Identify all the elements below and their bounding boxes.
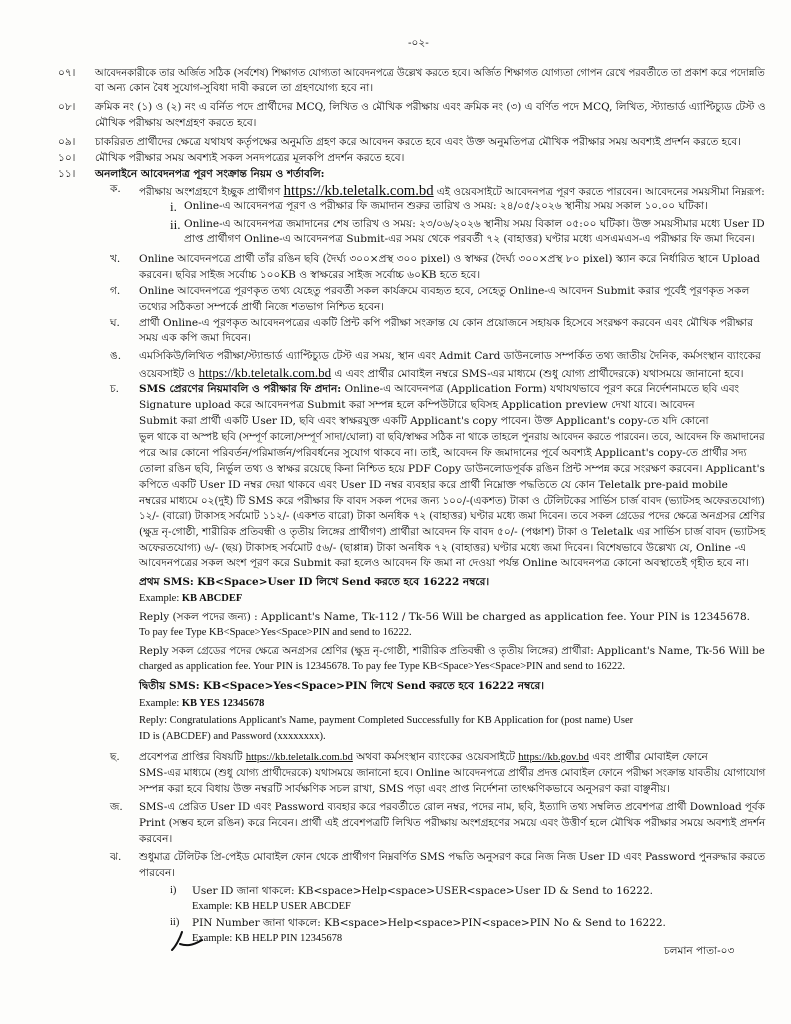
sub-label: গ. [110, 285, 121, 297]
kb-gov-link[interactable]: https://kb.gov.bd [518, 752, 589, 763]
item-text: ক্রমিক নং (১) ও (২) নং এ বর্নিত পদে প্রার্থীদের MCQ, লিখিত ও মৌখিক পরীক্ষায় এবং ক্রমিক নং (৩) এ বর্ণিত পদে MCQ, লিখিত, স্ট্যান্ডার্ড এ্যাপ্টিচ্যুড টেস্ট ও [95, 101, 766, 113]
sms-reply: Reply (সকল পদের জন্য) : Applicant's Name, Tk-112 / Tk-56 Will be charged as application fee. Your PIN is 12345678. [139, 611, 750, 623]
sub-label: জ. [110, 801, 123, 813]
sub-text: প্রাপ্ত প্রার্থীগণ Online-এ আবেদনপত্র Submit-এর সময় থেকে পরবর্তী ৭২ (বাহাত্তর) ঘণ্টার মধ্যে এসএমএস-এ পরীক্ষার ফি জমা দিবেন। [184, 233, 755, 245]
sub-text: প্রবেশপত্র প্রাপ্তির বিষয়টি https://kb.teletalk.com.bd অথবা কর্মসংস্থান ব্যাংকের ওয়েবসাইটে https://kb.gov.bd এবং প্রার্থীর মোবাইল ফোনে [139, 751, 708, 763]
sub-text: ভুল থাকে বা অস্পষ্ট ছবি (সম্পূর্ণ কালো/সম্পূর্ণ সাদা/ঘোলা) বা ছবি/স্বাক্ষর সঠিক না থাকে তাহলে পুনরায় আবেদন করতে পারবেন। তবে, আবেদন ফি জমাদানের [139, 431, 765, 443]
sub-text: করবেন। [139, 833, 173, 845]
teletalk-link[interactable]: https://kb.teletalk.com.bd [198, 365, 332, 380]
recovery-label: i) [170, 885, 177, 896]
roman-label: ii. [170, 217, 181, 232]
sub-text: Online আবেদনপত্রে পূরণকৃত তথ্য যেহেতু পরবর্তী সকল কার্যক্রমে ব্যবহৃত হবে, সেহেতু Online-এ আবেদন Submit করার পূর্বেই পূরণকৃত সকল [139, 285, 750, 297]
sub-text: প্রার্থী Online-এ পূরণকৃত আবেদনপত্রের একটি প্রিন্ট কপি পরীক্ষা সংক্রান্ত যে কোন প্রয়োজনে সহায়ক হিসেবে সংরক্ষণ করবেন এবং মৌখিক পরীক্ষার [139, 317, 754, 329]
recovery-example: Example: KB HELP PIN 12345678 [192, 933, 343, 944]
sub-text: SMS-এর মাধ্যমে (শুধু যোগ্য প্রার্থীদেরকে) যথাসময়ে জানানো হবে। Online আবেদনপত্রে প্রার্থীর প্রদত্ত মোবাইল ফোনে পরীক্ষা সংক্রান্ত যাবতীয় যোগাযোগ [139, 767, 766, 779]
recovery-label: ii) [170, 917, 180, 928]
sub-label: চ. [110, 383, 120, 395]
recovery-text: User ID জানা থাকলে: KB<space>Help<space>USER<space>User ID & Send to 16222. [192, 885, 653, 897]
sub-text: সম্পন্ন করা হবে বিধায় উক্ত নম্বরটি সার্বক্ষণিক সচল রাখা, SMS পড়া এবং প্রাপ্ত নির্দেশনা তাৎক্ষণিকভাবে অনুসরণ করা বাঞ্ছনীয়। [139, 783, 670, 795]
item-number: ০৮। [58, 101, 76, 113]
sms-reply: ID is (ABCDEF) and Password (xxxxxxxx). [139, 731, 326, 742]
item-number: ১০। [58, 152, 76, 164]
sub-label: খ. [110, 253, 121, 265]
recovery-text: PIN Number জানা থাকলে: KB<space>Help<space>PIN<space>PIN No & Send to 16222. [192, 917, 666, 929]
sms-example: Example: KB YES 12345678 [139, 698, 265, 709]
sub-text: পরীক্ষায় অংশগ্রহণে ইচ্ছুক প্রার্থীগণ https://kb.teletalk.com.bd এই ওয়েবসাইটে আবেদনপত্র পূরণ করতে পারবেন। আবেদনের সময়সীমা নিম্নরূপ: [139, 183, 765, 199]
sub-text: পরে আর কোনো পরিবর্তন/পরিমার্জন/পরিবর্ধনের সুযোগ থাকবে না। তাই, আবেদন ফি জমাদানের পূর্বে অবশ্যই Applicant's copy-তে প্রার্থীর সদ্য [139, 447, 747, 459]
sms-reply: charged as application fee. Your PIN is 12345678. To pay fee Type KB<Space>Yes<Space>PIN and send to 16222. [139, 661, 625, 672]
item-text: মৌখিক পরীক্ষার সময় অবশ্যই সকল সনদপত্রের মূলকপি প্রদর্শন করতে হবে। [95, 152, 405, 164]
sub-label: ক. [110, 183, 121, 195]
sub-text: তথ্যের সঠিকতা সম্পর্কে প্রার্থী নিজে শতভাগ নিশ্চিত হবেন। [139, 301, 385, 313]
sub-text: Print (সম্ভব হলে রঙিন) করে নিবেন। প্রার্থী এই প্রবেশপত্রটি লিখিত পরীক্ষায় অংশগ্রহণের সময়ে এবং উত্তীর্ণ হলে মৌখিক পরীক্ষার সময়ে অবশ্যই প্রদর্শন [139, 817, 766, 829]
item-text: আবেদনকারীকে তার অর্জিত সঠিক (সর্বশেষ) শিক্ষাগত যোগ্যতা আবেদনপত্রে উল্লেখ করতে হবে। অর্জিত শিক্ষাগত যোগ্যতা গোপন রেখে পরবর্তীতে তা প্রকাশ করে পদোন্নতি [95, 67, 765, 79]
sub-text: Online-এ আবেদনপত্র জমাদানের শেষ তারিখ ও সময়: ২৩/০৬/২০২৬ স্থানীয় সময় বিকাল ০৫:০০ ঘটিকা। উক্ত সময়সীমার মধ্যে User ID [184, 218, 765, 230]
sub-label: ঙ. [110, 350, 122, 362]
sub-text: ওয়েবসাইট ও https://kb.teletalk.com.bd এ এবং প্রার্থীর মোবাইল নম্বরে SMS-এর মাধ্যমে (শুধু যোগ্য প্রার্থীদেরকে) যথাসময়ে জানানো হবে। [139, 365, 744, 380]
sub-text: শুধুমাত্র টেলিটক প্রি-পেইড মোবাইল ফোন থেকে প্রার্থীগণ নিম্নবর্ণিত SMS পদ্ধতি অনুসরণ করে নিজ নিজ User ID এবং Password পুনরুদ্ধার করতে [139, 851, 766, 863]
item-number: ১১। [58, 168, 76, 180]
sub-text: কপিতে একটি User ID নম্বর দেয়া থাকবে এবং User ID নম্বর ব্যবহার করে প্রার্থী নিম্নোক্ত পদ্ধতিতে যে কোন Teletalk pre-paid mobile [139, 479, 728, 491]
item-text: বা অন্য কোন বৈধ সুযোগ-সুবিধা দাবী করলে তা গ্রহণযোগ্য হবে না। [95, 82, 374, 94]
sms-example: Example: KB ABCDEF [139, 593, 243, 604]
sub-text: (ক্ষুদ্র নৃ-গোষ্ঠী, শারীরিক প্রতিবন্ধী ও তৃতীয় লিঙ্গের প্রার্থীগণ) প্রার্থীরা আবেদন ফি বাবদ ৫০/- (পঞ্চাশ) টাকা ও Teletalk এর সার্ভিস চার্জ বাবদ (ভ্যাটসহ [139, 526, 766, 538]
sms-reply: Reply: Congratulations Applicant's Name, payment Completed Successfully for KB Application for (post name) User [139, 715, 634, 726]
sms-reply: To pay fee Type KB<Space>Yes<Space>PIN and send to 16222. [139, 627, 412, 638]
sms-step: দ্বিতীয় SMS: KB<Space>Yes<Space>PIN লিখে Send করতে হবে 16222 নম্বরে। [139, 680, 545, 692]
sub-text: নম্বরের মাধ্যমে ০২(দুই) টি SMS করে পরীক্ষার ফি বাবদ সকল পদের জন্য ১০০/-(একশত) টাকা ও টেলিটকের সার্ভিস চার্জ বাবদ (ভ্যাটসহ অফেরতযোগ্য) [139, 495, 765, 507]
teletalk-link[interactable]: https://kb.teletalk.com.bd [245, 752, 353, 763]
sub-text: Signature upload করে আবেদনপত্র Submit করা সম্পন্ন হলে কম্পিউটারে ছবিসহ Application preview দেখা যাবে। আবেদন [139, 399, 695, 411]
continued-page-note: চলমান পাতা-০৩ [664, 945, 735, 957]
section-heading: অনলাইনে আবেদনপত্র পূরণ সংক্রান্ত নিয়ম ও শর্তাবলি: [95, 168, 325, 180]
sub-text: করবেন। ছবির সাইজ সর্বোচ্চ ১০০KB ও স্বাক্ষরের সাইজ সর্বোচ্চ ৬০KB হতে হবে। [139, 269, 481, 281]
sub-text: Online-এ আবেদনপত্র পূরণ ও পরীক্ষার ফি জমাদান শুরুর তারিখ ও সময়: ২৪/০৫/২০২৬ স্থানীয় সময় সকাল ১০.০০ ঘটিকা। [184, 200, 708, 212]
sub-text: তোলা রঙিন ছবি, নির্ভুল তথ্য ও স্বাক্ষর রয়েছে কিনা নিশ্চিত হয়ে PDF Copy ডাউনলোডপূর্বক রঙিন প্রিন্ট সম্পন্ন করে সংরক্ষণ করবেন। Applicant's [139, 463, 765, 475]
item-number: ০৯। [58, 136, 76, 148]
sms-reply: Reply সকল গ্রেডের পদের ক্ষেত্রে অনগ্রসর শ্রেণির (ক্ষুদ্র নৃ-গোষ্ঠী, শারীরিক প্রতিবন্ধী ও তৃতীয় লিঙ্গের) প্রার্থীরা: Applicant's Name, Tk-56 Will be [139, 645, 765, 657]
sub-text: পারবেন। [139, 867, 176, 879]
roman-label: i. [170, 199, 177, 214]
sub-text: SMS প্রেরণের নিয়মাবলি ও পরীক্ষার ফি প্রদান: Online-এ আবেদনপত্র (Application Form) যথাযথভাবে পূরণ করে নির্দেশনামতে ছবি এবং [139, 383, 740, 395]
page-marker: -০২- [408, 37, 429, 49]
sub-text: আবেদনপত্রের সকল অংশ পূরণ করে Submit করা হলেও আবেদন ফি জমা না দেওয়া পর্যন্ত Online আবেদনপত্র কোনো অবস্থাতেই গৃহীত হবে না। [139, 557, 749, 569]
sub-text: অফেরতযোগ্য) ৬/- (ছয়) টাকাসহ সর্বমোট ৫৬/- (ছাপ্পান্ন) টাকা অনধিক ৭২ (বাহাত্তর) ঘণ্টার মধ্যে জমা দিবেন। বিশেষভাবে উল্লেখ্য যে, Online -এ [139, 542, 746, 554]
sms-rules-heading: SMS প্রেরণের নিয়মাবলি ও পরীক্ষার ফি প্রদান: [139, 383, 342, 395]
sub-label: ঝ. [110, 851, 122, 863]
signature-mark [168, 928, 208, 954]
recovery-example: Example: KB HELP USER ABCDEF [192, 901, 351, 912]
item-text: চাকরিরত প্রার্থীদের ক্ষেত্রে যথাযথ কর্তৃপক্ষের অনুমতি গ্রহণ করে আবেদন করতে হবে এবং উক্ত অনুমতিপত্র মৌখিক পরীক্ষার সময় অবশ্যই প্রদর্শন করতে হবে। [95, 136, 741, 148]
sms-step: প্রথম SMS: KB<Space>User ID লিখে Send করতে হবে 16222 নম্বরে। [139, 576, 490, 588]
item-number: ০৭। [58, 67, 76, 79]
sub-text: Submit করা প্রার্থী একটি User ID, ছবি এবং স্বাক্ষরযুক্ত একটি Applicant's copy পাবেন। উক্ত Applicant's copy-তে যদি কোনো [139, 415, 709, 427]
sub-text: সময় এক কপি জমা দিবেন। [139, 332, 251, 344]
teletalk-link[interactable]: https://kb.teletalk.com.bd [283, 183, 434, 199]
sub-text: Online আবেদনপত্রে প্রার্থী তাঁর রঙিন ছবি (দৈর্ঘ্য ৩০০×প্রস্থ ৩০০ pixel) ও স্বাক্ষর (দৈর্ঘ্য ৩০০×প্রস্থ ৮০ pixel) স্ক্যান করে নির্ধারিত স্থানে Upload [139, 253, 760, 265]
sub-text: এমসিকিউ/লিখিত পরীক্ষা/স্ট্যান্ডার্ড এ্যাপ্টিচ্যুড টেস্ট এর সময়, স্থান এবং Admit Card ডাউনলোড সম্পর্কিত তথ্য জাতীয় দৈনিক, কর্মসংস্থান ব্যাংকের [139, 350, 761, 362]
sub-text: SMS-এ প্রেরিত User ID এবং Password ব্যবহার করে পরবর্তীতে রোল নম্বর, পদের নাম, ছবি, ইত্যাদি তথ্য সম্বলিত প্রবেশপত্র প্রার্থী Download পূর্বক [139, 801, 765, 813]
sub-label: ছ. [110, 751, 120, 763]
sub-label: ঘ. [110, 317, 120, 329]
item-text: মৌখিক পরীক্ষায় অংশগ্রহণ করতে হবে। [95, 117, 257, 129]
sub-text: ১২/- (বারো) টাকাসহ সর্বমোট ১১২/- (একশত বারো) টাকা অনধিক ৭২ (বাহাত্তর) ঘণ্টার মধ্যে জমা দিবেন। তবে সকল গ্রেডের পদের ক্ষেত্রে অনগ্রসর শ্রেণির [139, 510, 765, 522]
